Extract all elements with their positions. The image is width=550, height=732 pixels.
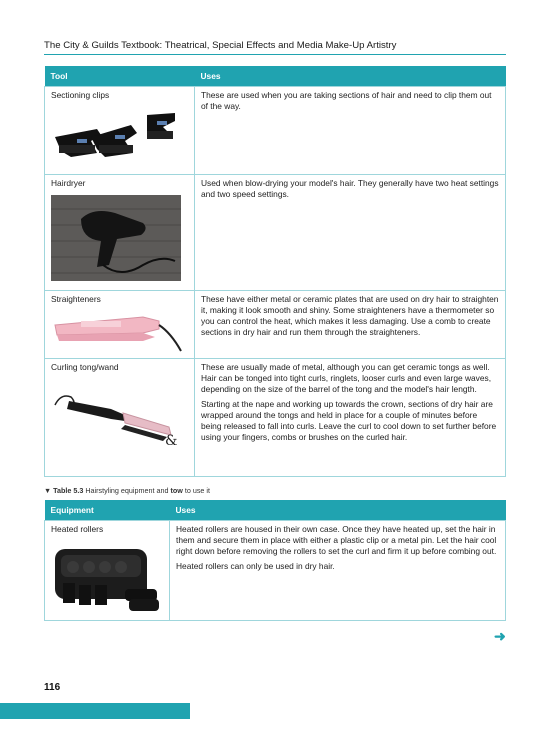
curling-tong-image [51, 379, 185, 451]
column-header-equipment: Equipment [45, 500, 170, 521]
caption-marker-icon: ▼ [44, 486, 52, 495]
straighteners-image [51, 311, 185, 355]
uses-text: Starting at the nape and working up towards the crown, sections of dry hair are wrapped around the tongs and held in place for a couple of minutes before being released to fall into curls. Leave the curl to cool down to set further before using your fingers, combs or brushes on the curled hair. [201, 399, 497, 442]
caption-bold-word: tow [170, 486, 183, 495]
tools-table [44, 66, 506, 477]
table-row [45, 521, 506, 621]
header-rule [44, 54, 506, 55]
column-header-uses: Uses [170, 500, 506, 521]
tool-cell [45, 87, 195, 175]
uses-cell [195, 291, 506, 359]
table-row [45, 87, 506, 175]
tool-cell [45, 175, 195, 291]
running-header: The City & Guilds Textbook: Theatrical, Special Effects and Media Make-Up Artistry [44, 40, 397, 51]
uses-cell [195, 175, 506, 291]
table-header-row [45, 66, 506, 87]
hairdryer-image [51, 195, 181, 281]
uses-text: These are used when you are taking sections of hair and need to clip them out of the way. [201, 90, 492, 111]
page-number: 116 [44, 682, 61, 693]
caption-label: Table 5.3 [53, 486, 84, 495]
table-row [45, 291, 506, 359]
equipment-cell [45, 521, 170, 621]
uses-text: Heated rollers can only be used in dry hair. [176, 561, 335, 571]
footer-color-bar [0, 703, 190, 719]
tool-cell [45, 359, 195, 477]
next-page-arrow-icon[interactable]: ➜ [494, 628, 506, 644]
uses-cell [170, 521, 506, 621]
table-row [45, 359, 506, 477]
sectioning-clips-image [51, 107, 177, 169]
caption-tail: to use it [184, 486, 211, 495]
table-row [45, 175, 506, 291]
equipment-name: Heated rollers [51, 524, 104, 534]
caption-text: Hairstyling equipment and [85, 486, 169, 495]
uses-cell [195, 359, 506, 477]
table-header-row [45, 500, 506, 521]
tool-name: Sectioning clips [51, 90, 110, 100]
column-header-tool: Tool [45, 66, 195, 87]
curling-mark: & [165, 433, 178, 449]
tool-name: Hairdryer [51, 178, 86, 188]
uses-text: These have either metal or ceramic plates that are used on dry hair to straighten it, making it look smooth and shiny. Some straighteners have a thermometer so you can control the heat, which makes it less damaging. Use a comb to create sections in dry hair and run them through the straighteners. [201, 294, 499, 337]
tool-name: Straighteners [51, 294, 101, 304]
equipment-table [44, 500, 506, 621]
heated-rollers-image [51, 541, 163, 613]
uses-text: Heated rollers are housed in their own case. Once they have heated up, set the hair in them and secure them in place with either a plastic clip or a metal pin. Let the hair cool right down before removing the rollers to set the curl and firm it up before combing out. [176, 524, 497, 556]
tool-name: Curling tong/wand [51, 362, 119, 372]
table-caption [44, 486, 210, 495]
tool-cell [45, 291, 195, 359]
column-header-uses: Uses [195, 66, 506, 87]
uses-cell [195, 87, 506, 175]
uses-text: Used when blow-drying your model's hair. They generally have two heat settings and two speed settings. [201, 178, 499, 199]
uses-text: These are usually made of metal, although you can get ceramic tongs as well. Hair can be tonged into tight curls, ringlets, looser curls and even large waves, depending on the size of the barrel of the tong and the model's hair length. [201, 362, 492, 394]
